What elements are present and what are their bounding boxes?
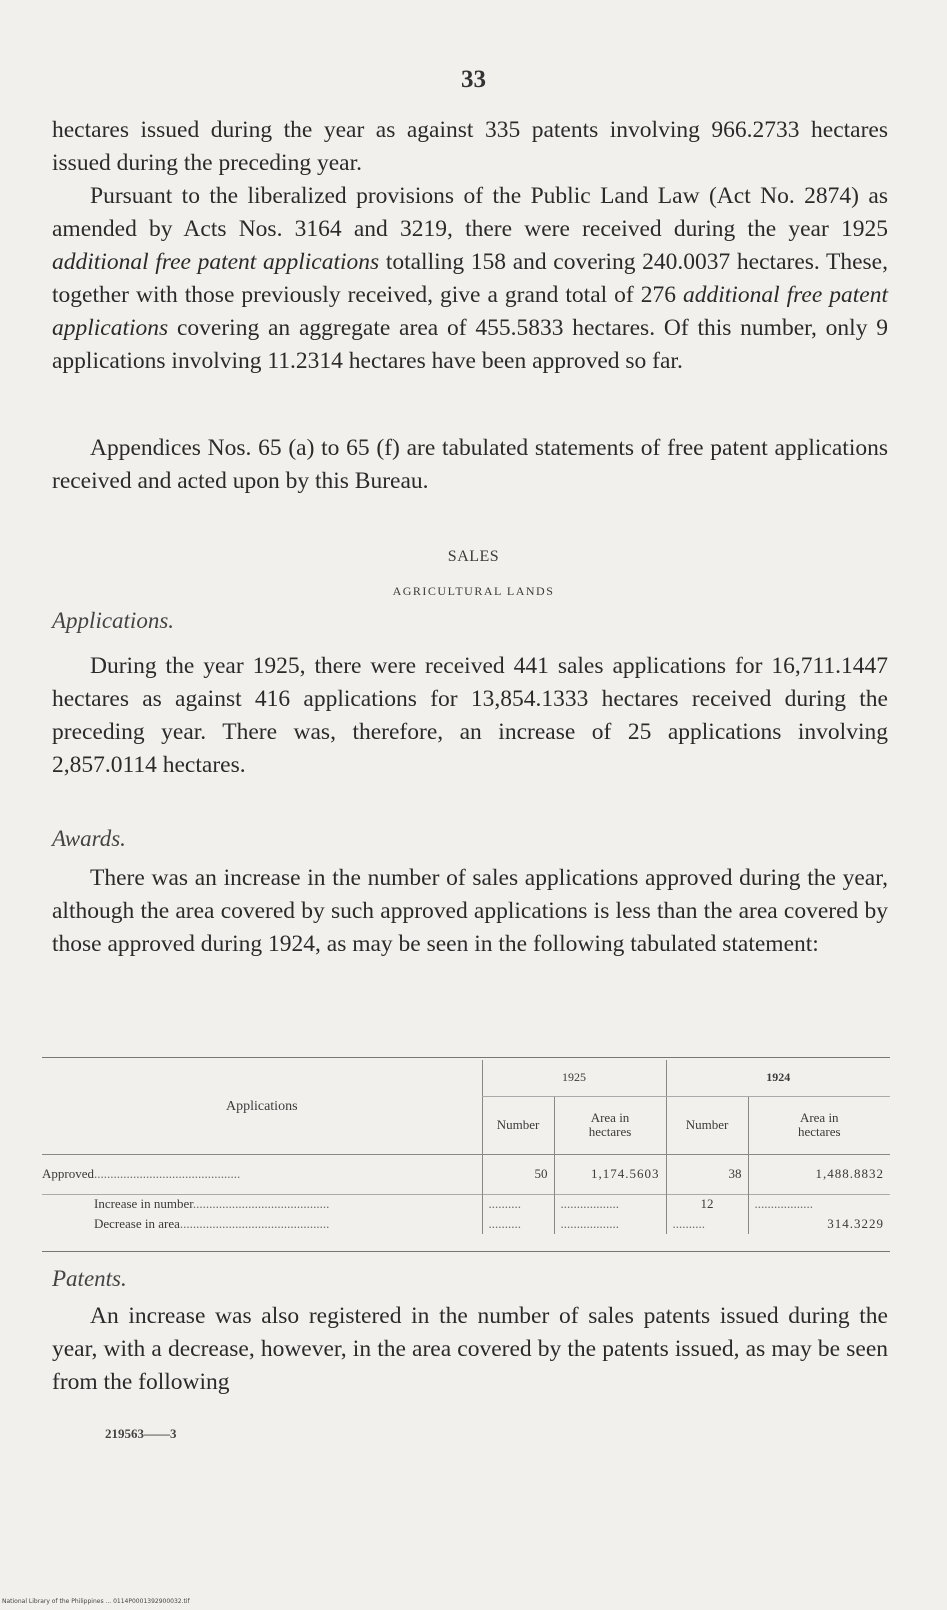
table-row-approved (42, 1154, 890, 1194)
paragraph-1: hectares issued during the year as against 335 patents involving 966.2733 hectares issued during the preceding year. (52, 117, 888, 176)
heading-sales: SALES (447, 548, 500, 565)
table-cell-increase-value: 12 (666, 1194, 748, 1214)
paragraph-5-block (52, 862, 888, 961)
table-cell-increase-1924-area: .................. (748, 1194, 890, 1214)
table-year-row (42, 1060, 890, 1096)
table-cell-decrease-label: Decrease in area.............................................. (94, 1216, 330, 1231)
table-row-increase (42, 1194, 890, 1214)
table-cell-decrease-1925-area: .................. (554, 1214, 666, 1234)
table-cell-approved-1924-number: 38 (666, 1154, 748, 1194)
paragraph-4-block (52, 650, 888, 782)
paragraph-3: Appendices Nos. 65 (a) to 65 (f) are tabulated statements of free patent applications received and acted upon by this Bureau. (52, 435, 888, 494)
table-cell-increase-label: Increase in number.......................................... (42, 1194, 482, 1214)
paragraph-3-block (52, 432, 888, 498)
paragraph-2: Pursuant to the liberalized provisions of the Public Land Law (Act No. 2874) as amended by Acts Nos. 3164 and 3219, there were received during the year 1925 additional free patent applications totalling 158 and covering 240.0037 hectares. These, together with those previously received, give a grand total of 276 additional free patent applications covering an aggregate area of 455.5833 hectares. Of this number, only 9 applications involving 11.2314 hectares have been approved so far. (52, 183, 888, 374)
footer-code: 219563——3 (105, 1426, 177, 1441)
paragraph-continued (52, 114, 888, 180)
heading-patents: Patents. (52, 1266, 127, 1291)
heading-agricultural-lands: AGRICULTURAL LANDS (392, 584, 555, 598)
heading-applications: Applications. (52, 608, 175, 633)
page-number: 33 (461, 66, 486, 93)
table-cell-approved-1925-number: 50 (482, 1154, 554, 1194)
paragraph-2-block (52, 180, 888, 378)
table-number-1924: Number (666, 1096, 748, 1154)
table-cell-approved-label: Approved............................................. (42, 1166, 241, 1181)
paragraph-4: During the year 1925, there were received 441 sales applications for 16,711.1447 hectares as against 416 applications for 13,854.1333 hectares received during the preceding year. There was, therefore, an increase of 25 applications involving 2,857.0114 hectares. (52, 653, 888, 778)
table-cell-decrease-1925-number: .......... (482, 1214, 554, 1234)
table-cell-increase-1925-number: .......... (482, 1194, 554, 1214)
paragraph-6-block (52, 1300, 888, 1399)
sales-applications-table (42, 1060, 890, 1234)
table-cell-approved-1925-area: 1,174.5603 (554, 1154, 666, 1194)
table-cell-approved-1924-area: 1,488.8832 (748, 1154, 890, 1194)
table-area-1924: Area in hectares (748, 1096, 890, 1154)
paragraph-6: An increase was also registered in the number of sales patents issued during the year, with a decrease, however, in the area covered by the patents issued, as may be seen from the following (52, 1303, 888, 1395)
table-area-1925: Area in hectares (554, 1096, 666, 1154)
table-year-1924: 1924 (666, 1060, 890, 1096)
table-row-header: Applications (42, 1060, 482, 1154)
paragraph-5: There was an increase in the number of sales applications approved during the year, although the area covered by such approved applications is less than the area covered by those approved during 1924, as may be seen in the following tabulated statement: (52, 865, 888, 957)
table-year-1925: 1925 (482, 1060, 666, 1096)
table-row-decrease (42, 1214, 890, 1234)
table-cell-increase-1925-area: .................. (554, 1194, 666, 1214)
table-cell-decrease-value: 314.3229 (748, 1214, 890, 1234)
footer-library-note: National Library of the Philippines ... 0114P0001392900032.tif (2, 1598, 190, 1605)
table-top-rule (42, 1057, 890, 1058)
table-number-1925: Number (482, 1096, 554, 1154)
table-bottom-rule (42, 1251, 890, 1252)
table-cell-decrease-1924-number: .......... (666, 1214, 748, 1234)
heading-awards: Awards. (52, 826, 126, 851)
